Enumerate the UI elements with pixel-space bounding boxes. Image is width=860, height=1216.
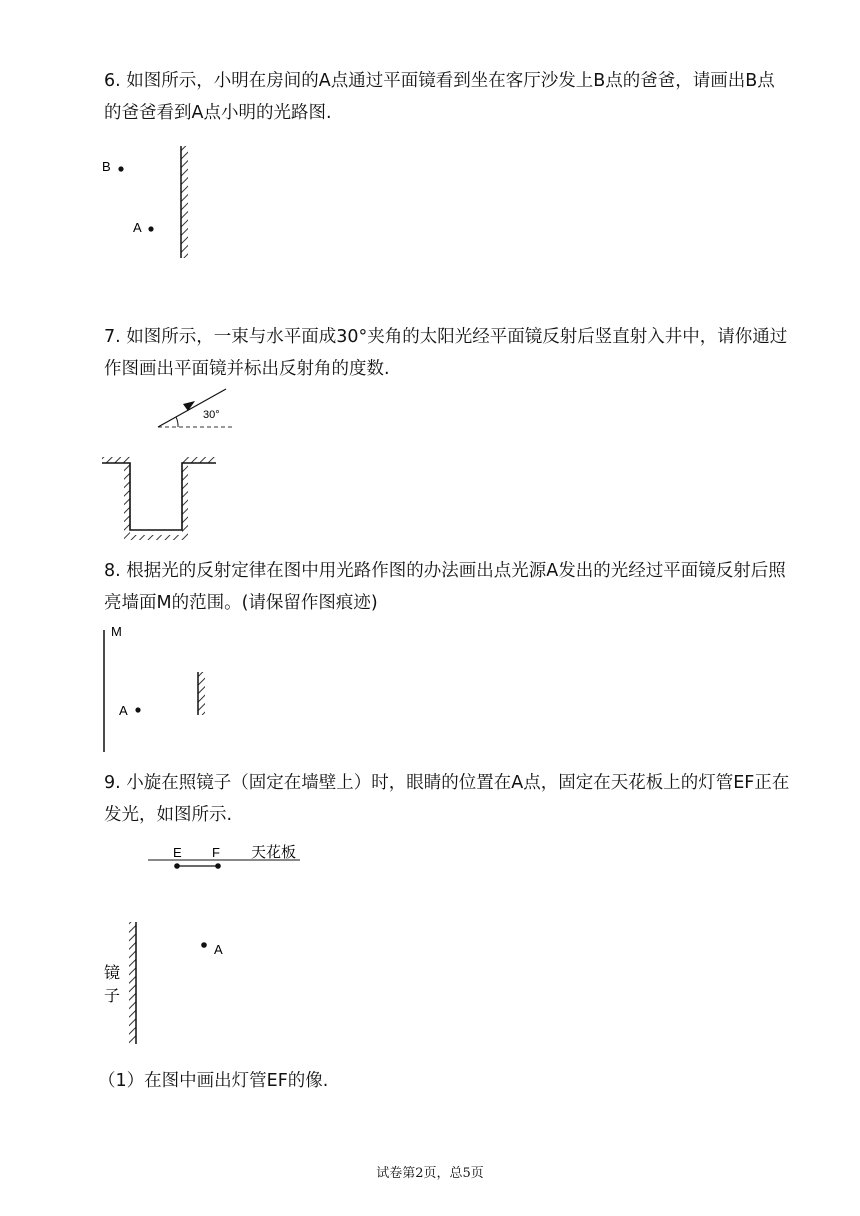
well-right-hatching — [182, 463, 188, 535]
point-f-label: F — [212, 845, 220, 860]
figure-8 — [104, 624, 205, 752]
question-7-line-1: 7. 如图所示，一束与水平面成30°夹角的太阳光经平面镜反射后竖直射入井中，请你通过 — [104, 327, 788, 347]
question-9-sub-1-text: （1）在图中画出灯管EF的像. — [98, 1071, 329, 1091]
point-f — [215, 863, 221, 869]
ground-right-hatching — [182, 457, 216, 463]
wall-m-label: M — [111, 624, 122, 639]
well-left-hatching — [124, 463, 130, 535]
sun-ray — [158, 389, 226, 427]
point-b — [118, 166, 123, 171]
point-e — [174, 863, 180, 869]
mirror-label-1: 镜 — [104, 963, 121, 982]
point-a-label: A — [214, 942, 223, 957]
point-e-label: E — [173, 845, 182, 860]
mirror-hatching — [129, 922, 136, 1044]
figure-9 — [104, 843, 300, 1044]
well-outline — [102, 463, 216, 530]
ground-left-hatching — [102, 457, 130, 463]
ray-arrow-icon — [183, 401, 195, 411]
question-6-line-2: 的爸爸看到A点小明的光路图. — [104, 103, 332, 123]
point-a — [201, 942, 207, 948]
question-9-line-2: 发光，如图所示. — [104, 805, 233, 825]
question-8-line-1: 8. 根据光的反射定律在图中用光路作图的办法画出点光源A发出的光经过平面镜反射后照 — [104, 561, 786, 581]
question-9-line-1: 9. 小旋在照镜子（固定在墙壁上）时，眼睛的位置在A点，固定在天花板上的灯管EF正在 — [104, 773, 790, 793]
ceiling-label: 天花板 — [251, 843, 297, 861]
mirror-label-2: 子 — [104, 986, 121, 1005]
mirror-hatching — [181, 146, 188, 258]
question-7-line-2: 作图画出平面镜并标出反射角的度数. — [104, 359, 390, 379]
figure-7 — [102, 389, 232, 540]
point-a — [135, 707, 140, 712]
point-a-label: A — [133, 220, 142, 235]
point-a-label: A — [119, 703, 128, 718]
angle-label: 30° — [203, 409, 220, 421]
question-6-line-1: 6. 如图所示，小明在房间的A点通过平面镜看到坐在客厅沙发上B点的爸爸，请画出B点 — [104, 71, 775, 91]
well-bottom-hatching — [124, 535, 188, 540]
figure-6 — [102, 146, 188, 258]
page-footer: 试卷第2页，总5页 — [376, 1166, 484, 1181]
mirror-hatching — [198, 672, 205, 715]
point-a — [148, 226, 153, 231]
angle-arc — [176, 417, 178, 427]
point-b-label: B — [102, 159, 111, 174]
question-8-line-2: 亮墙面M的范围。(请保留作图痕迹) — [104, 593, 378, 613]
